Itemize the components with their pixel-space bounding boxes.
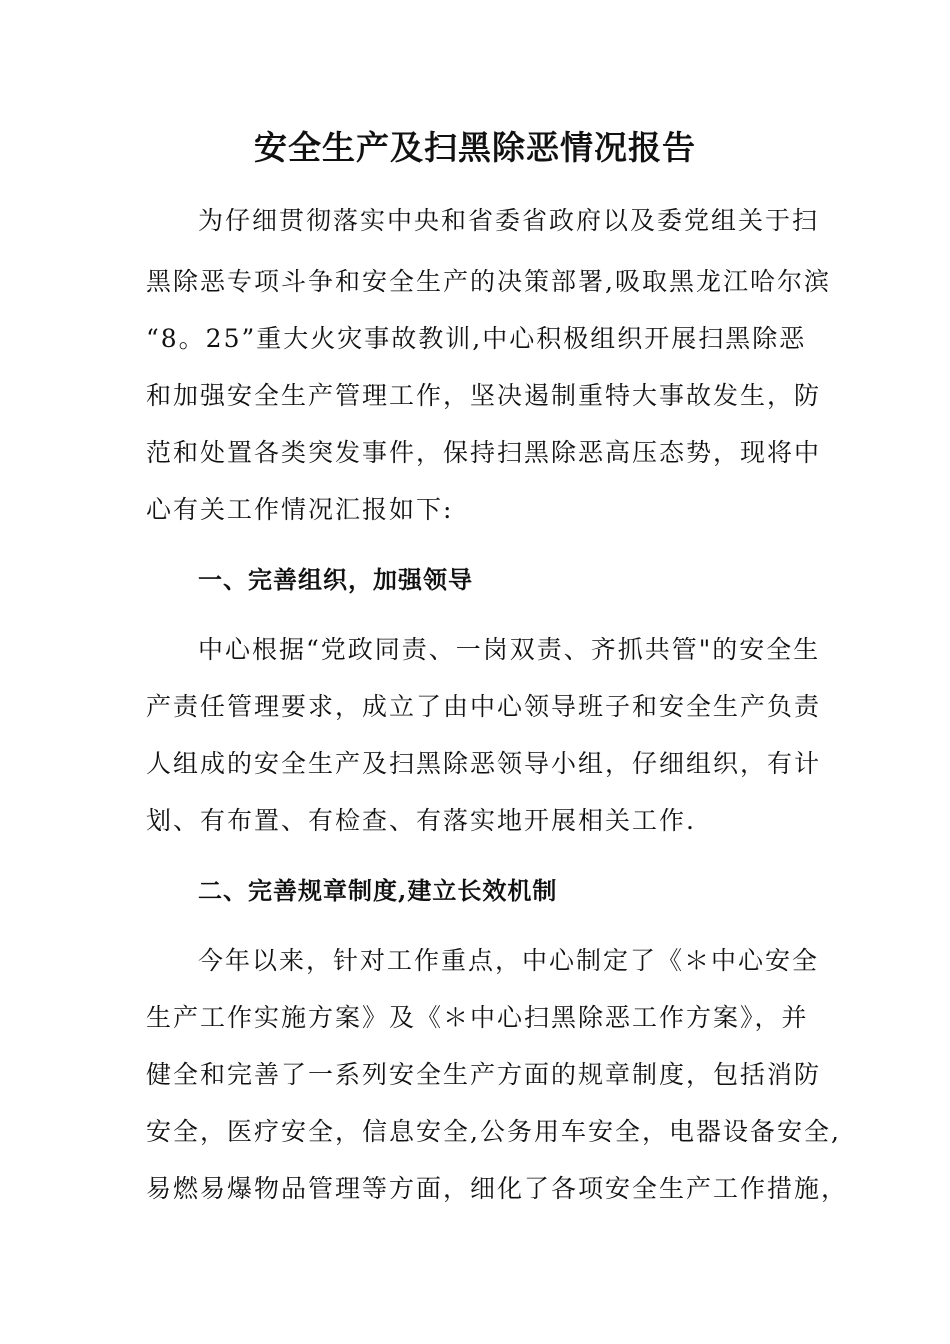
section-1-line-4: 划、有布置、有检查、有落实地开展相关工作. [146,806,696,835]
intro-line-2: 黑除恶专项斗争和安全生产的决策部署,吸取黑龙江哈尔滨 [146,267,831,296]
section-2-heading: 二、完善规章制度,建立长效机制 [198,876,558,905]
section-1-line-2: 产责任管理要求，成立了由中心领导班子和安全生产负责 [146,692,822,721]
intro-line-1: 为仔细贯彻落实中央和省委省政府以及委党组关于扫 [198,206,820,235]
section-2-line-4: 安全，医疗安全，信息安全,公务用车安全，电器设备安全, [146,1117,841,1146]
intro-line-5: 范和处置各类突发事件，保持扫黑除恶高压态势，现将中 [146,438,822,467]
section-2-line-3: 健全和完善了一系列安全生产方面的规章制度，包括消防 [146,1060,822,1089]
section-1-heading: 一、完善组织，加强领导 [198,565,473,594]
intro-line-3: “8。25”重大火灾事故教训,中心积极组织开展扫黑除恶 [146,324,807,353]
section-2-line-5: 易燃易爆物品管理等方面，细化了各项安全生产工作措施， [146,1174,849,1203]
section-2-line-2: 生产工作实施方案》及《＊中心扫黑除恶工作方案》，并 [146,1003,809,1032]
document-title: 安全生产及扫黑除恶情况报告 [254,128,696,167]
section-1-line-1: 中心根据“党政同责、一岗双责、齐抓共管"的安全生 [198,635,821,664]
intro-line-4: 和加强安全生产管理工作，坚决遏制重特大事故发生，防 [146,381,822,410]
section-1-line-3: 人组成的安全生产及扫黑除恶领导小组，仔细组织，有计 [146,749,822,778]
intro-line-6: 心有关工作情况汇报如下: [146,495,454,524]
section-2-line-1: 今年以来，针对工作重点，中心制定了《＊中心安全 [198,946,820,975]
